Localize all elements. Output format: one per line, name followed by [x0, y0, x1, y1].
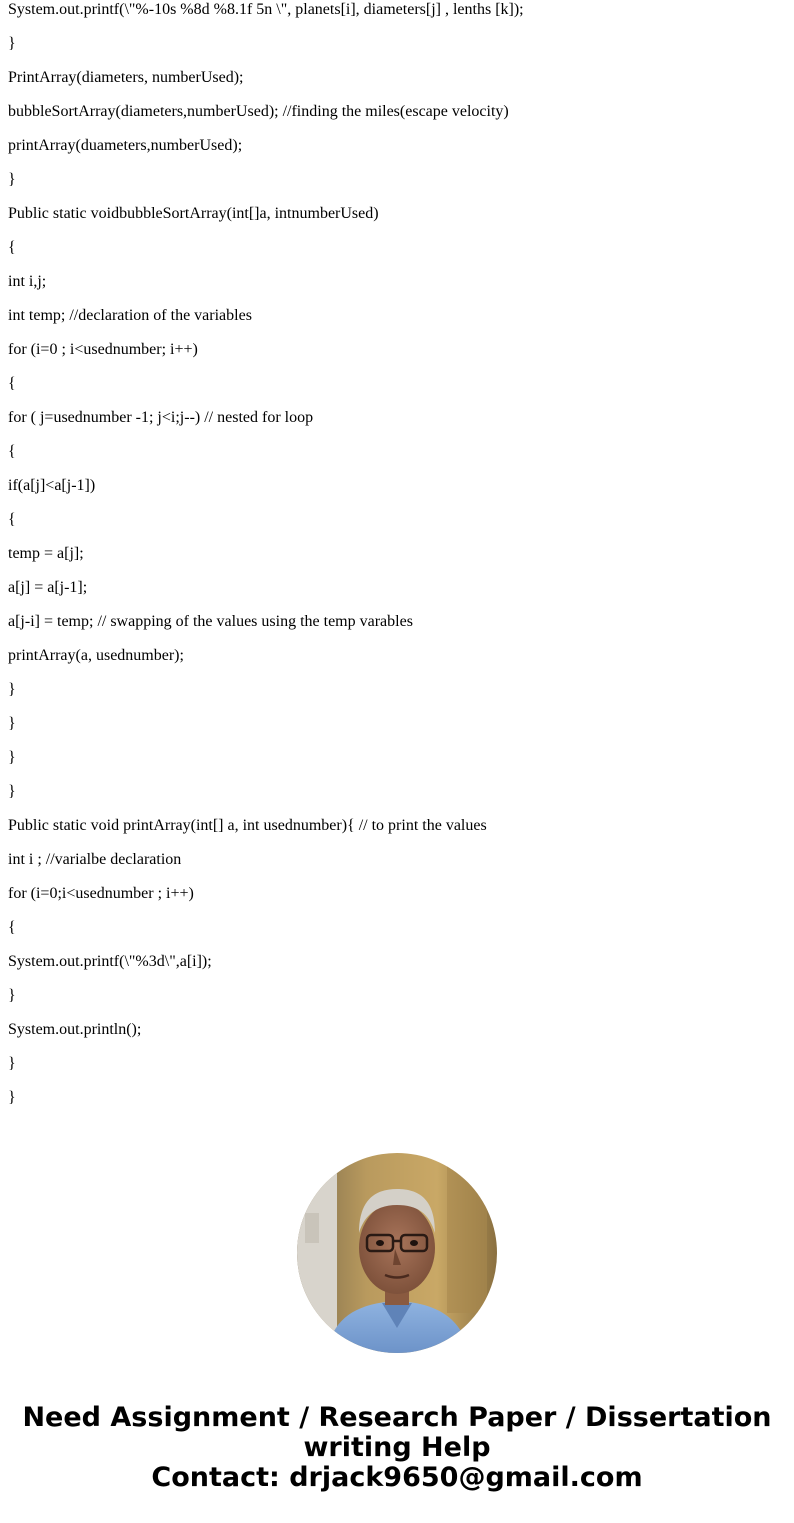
code-line: }: [8, 987, 16, 1004]
code-line: int i,j;: [8, 273, 47, 290]
code-line: a[j-i] = temp; // swapping of the values using the temp varables: [8, 613, 413, 630]
code-line: for ( j=usednumber -1; j<i;j--) // nested for loop: [8, 409, 314, 426]
code-line: {: [8, 919, 16, 936]
author-avatar: [297, 1153, 497, 1353]
code-line: Public static void printArray(int[] a, int usednumber){ // to print the values: [8, 817, 487, 834]
code-line: a[j] = a[j-1];: [8, 579, 88, 596]
code-line: System.out.println();: [8, 1021, 142, 1038]
code-line: PrintArray(diameters, numberUsed);: [8, 69, 244, 86]
code-line: {: [8, 443, 16, 460]
promo-banner: [0, 1403, 794, 1493]
code-line: temp = a[j];: [8, 545, 84, 562]
code-line: printArray(a, usednumber);: [8, 647, 184, 664]
promo-line-2: writing Help: [303, 1432, 491, 1463]
code-line: System.out.printf(\"%-10s %8d %8.1f 5n \", planets[i], diameters[j] , lenths [k]);: [8, 1, 524, 18]
promo-contact: Contact: drjack9650@gmail.com: [151, 1462, 643, 1493]
code-line: }: [8, 749, 16, 766]
code-line: {: [8, 239, 16, 256]
code-line: for (i=0;i<usednumber ; i++): [8, 885, 194, 902]
code-line: }: [8, 783, 16, 800]
author-photo-icon: [297, 1153, 497, 1353]
code-line: printArray(duameters,numberUsed);: [8, 137, 243, 154]
code-line: {: [8, 375, 16, 392]
promo-line-1: Need Assignment / Research Paper / Dissertation: [22, 1402, 772, 1433]
code-line: System.out.printf(\"%3d\",a[i]);: [8, 953, 212, 970]
code-line: if(a[j]<a[j-1]): [8, 477, 96, 494]
code-line: }: [8, 1089, 16, 1106]
code-line: }: [8, 715, 16, 732]
code-line: }: [8, 171, 16, 188]
code-line: int temp; //declaration of the variables: [8, 307, 252, 324]
code-line: bubbleSortArray(diameters,numberUsed); //finding the miles(escape velocity): [8, 103, 509, 120]
code-listing: [8, 0, 788, 1122]
code-line: }: [8, 1055, 16, 1072]
code-line: int i ; //varialbe declaration: [8, 851, 182, 868]
code-line: {: [8, 511, 16, 528]
code-line: Public static voidbubbleSortArray(int[]a, intnumberUsed): [8, 205, 379, 222]
code-line: for (i=0 ; i<usednumber; i++): [8, 341, 198, 358]
code-line: }: [8, 35, 16, 52]
code-line: }: [8, 681, 16, 698]
